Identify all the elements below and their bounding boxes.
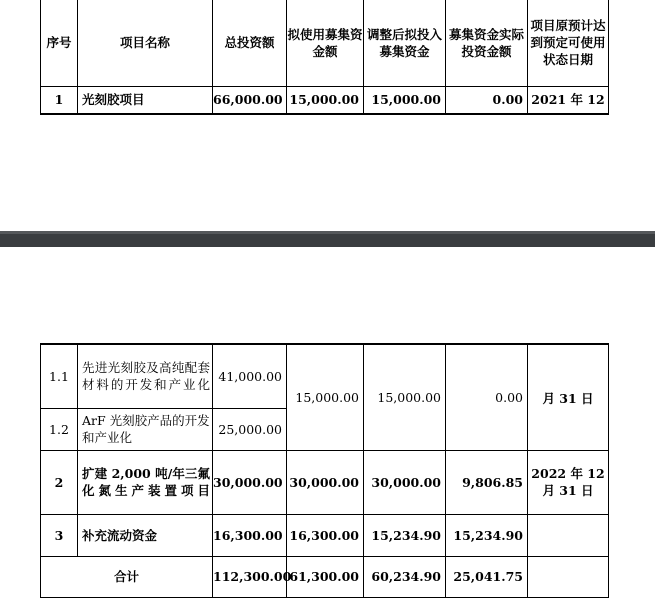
row2-actual: 9,806.85: [446, 450, 528, 514]
row1-seq: 1: [41, 86, 78, 114]
row3-adjusted: 15,234.90: [364, 514, 446, 556]
header-actual: 募集资金实际投资金额: [446, 0, 528, 86]
header-total: 总投资额: [213, 0, 287, 86]
row3-name: 补充流动资金: [78, 514, 213, 556]
row3-seq: 3: [41, 514, 78, 556]
sub-1-2-total: 25,000.00: [213, 408, 287, 450]
header-planned: 拟使用募集资金额: [287, 0, 364, 86]
table-row: [41, 86, 609, 114]
row2-total: 30,000.00: [213, 450, 287, 514]
page-break-separator: [0, 231, 655, 247]
row1-adjusted: 15,000.00: [364, 86, 446, 114]
row3-date: [528, 514, 609, 556]
row3-actual: 15,234.90: [446, 514, 528, 556]
fundraising-table-top: [40, 0, 609, 115]
total-label: 合计: [41, 556, 213, 598]
row1-date-part2: 月 31 日: [528, 344, 609, 450]
row1-planned-cont: 15,000.00: [287, 344, 364, 450]
row1-name: 光刻胶项目: [78, 86, 213, 114]
table-header-row: [41, 0, 609, 86]
row3-total: 16,300.00: [213, 514, 287, 556]
sub-1-1-total: 41,000.00: [213, 344, 287, 408]
row2-adjusted: 30,000.00: [364, 450, 446, 514]
row1-planned: 15,000.00: [287, 86, 364, 114]
row2-date: 2022 年 12 月 31 日: [528, 450, 609, 514]
row2-name: 扩建 2,000 吨/年三氟化氮生产装置项目: [78, 450, 213, 514]
row2-planned: 30,000.00: [287, 450, 364, 514]
header-seq: 序号: [41, 0, 78, 86]
table-total-row: [41, 556, 609, 598]
row1-adjusted-cont: 15,000.00: [364, 344, 446, 450]
row1-actual: 0.00: [446, 86, 528, 114]
table-row: [41, 450, 609, 514]
total-planned: 61,300.00: [287, 556, 364, 598]
total-total: 112,300.00: [213, 556, 287, 598]
row3-planned: 16,300.00: [287, 514, 364, 556]
row1-actual-cont: 0.00: [446, 344, 528, 450]
total-actual: 25,041.75: [446, 556, 528, 598]
table-row: [41, 344, 609, 408]
sub-1-2-name: ArF 光刻胶产品的开发和产业化: [78, 408, 213, 450]
row1-date-part1: 2021 年 12: [528, 86, 609, 114]
total-adjusted: 60,234.90: [364, 556, 446, 598]
header-adjusted: 调整后拟投入募集资金: [364, 0, 446, 86]
fundraising-table-bottom: [40, 343, 609, 598]
sub-1-1-name: 先进光刻胶及高纯配套材料的开发和产业化: [78, 344, 213, 408]
sub-1-2-seq: 1.2: [41, 408, 78, 450]
header-date: 项目原预计达到预定可使用状态日期: [528, 0, 609, 86]
sub-1-1-seq: 1.1: [41, 344, 78, 408]
table-row: [41, 514, 609, 556]
row2-seq: 2: [41, 450, 78, 514]
header-name: 项目名称: [78, 0, 213, 86]
total-date: [528, 556, 609, 598]
row1-total: 66,000.00: [213, 86, 287, 114]
